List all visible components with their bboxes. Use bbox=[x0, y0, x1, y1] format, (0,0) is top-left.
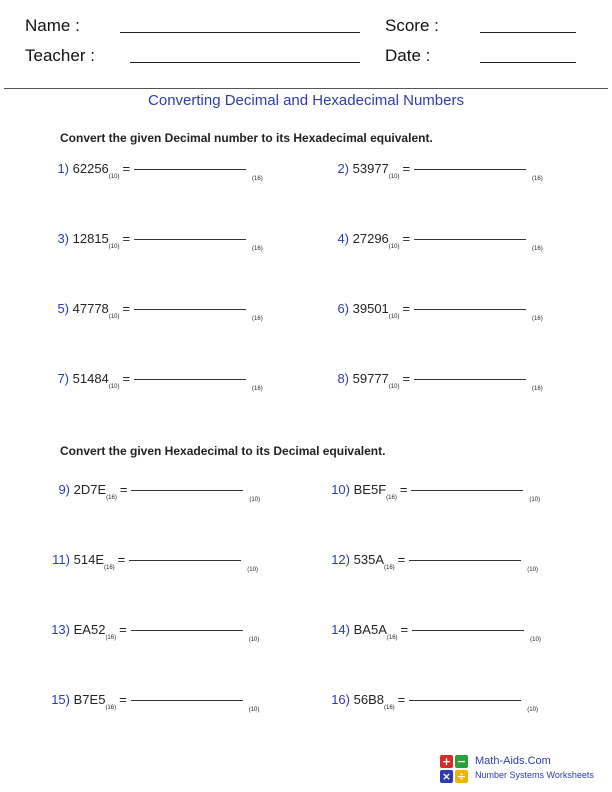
answer-blank[interactable] bbox=[131, 490, 243, 491]
to-base: (16) bbox=[532, 176, 543, 182]
problem-item bbox=[325, 301, 543, 322]
to-base: (16) bbox=[252, 246, 263, 252]
problem-item bbox=[38, 692, 259, 713]
date-label: Date : bbox=[385, 46, 431, 65]
from-base: (16) bbox=[104, 565, 115, 571]
problem-item bbox=[45, 301, 263, 322]
equals-sign: = bbox=[122, 231, 131, 246]
problem-value: 62256 bbox=[72, 161, 109, 176]
equals-sign: = bbox=[122, 371, 131, 386]
problem-value: 39501 bbox=[352, 301, 389, 316]
to-base: (10) bbox=[247, 567, 258, 573]
problem-item bbox=[325, 161, 543, 182]
section2-instruction: Convert the given Hexadecimal to its Decimal equivalent. bbox=[60, 444, 386, 458]
problem-value: 47778 bbox=[72, 301, 109, 316]
problem-number: 7) bbox=[57, 371, 69, 386]
problem-number: 11) bbox=[52, 552, 70, 567]
problem-number: 8) bbox=[337, 371, 349, 386]
equals-sign: = bbox=[119, 622, 127, 637]
problem-value: 535A bbox=[353, 552, 384, 567]
to-base: (10) bbox=[248, 637, 260, 643]
problem-number: 5) bbox=[57, 301, 69, 316]
from-base: (16) bbox=[386, 495, 397, 501]
problem-item bbox=[45, 161, 263, 182]
to-base: (10) bbox=[248, 707, 260, 713]
problem-value: BA5A bbox=[353, 622, 387, 637]
equals-sign: = bbox=[402, 371, 411, 386]
problem-item bbox=[45, 371, 263, 392]
from-base: (10) bbox=[108, 314, 120, 320]
logo-icon bbox=[440, 755, 468, 783]
problem-item bbox=[325, 231, 543, 252]
to-base: (16) bbox=[532, 316, 543, 322]
score-label: Score : bbox=[385, 16, 439, 35]
from-base: (10) bbox=[388, 244, 400, 250]
from-base: (16) bbox=[105, 705, 117, 711]
answer-blank[interactable] bbox=[129, 560, 241, 561]
problem-number: 4) bbox=[337, 231, 349, 246]
to-base: (10) bbox=[530, 637, 541, 643]
minus-icon: − bbox=[456, 755, 467, 768]
problem-number: 1) bbox=[57, 161, 69, 176]
from-base: (10) bbox=[108, 384, 120, 390]
answer-blank[interactable] bbox=[414, 239, 526, 240]
from-base: (16) bbox=[105, 635, 117, 641]
divide-icon: ÷ bbox=[456, 770, 467, 783]
times-icon: × bbox=[441, 770, 452, 783]
problem-value: EA52 bbox=[73, 622, 106, 637]
brand-subtitle: Number Systems Worksheets bbox=[475, 770, 594, 780]
equals-sign: = bbox=[402, 161, 411, 176]
from-base: (16) bbox=[106, 495, 117, 501]
problem-number: 6) bbox=[337, 301, 349, 316]
problem-value: 59777 bbox=[352, 371, 389, 386]
answer-blank[interactable] bbox=[411, 490, 523, 491]
answer-blank[interactable] bbox=[134, 239, 246, 240]
problem-item bbox=[38, 552, 258, 573]
from-base: (16) bbox=[386, 635, 398, 641]
equals-sign: = bbox=[397, 552, 406, 567]
problem-number: 15) bbox=[51, 692, 70, 707]
answer-blank[interactable] bbox=[414, 169, 526, 170]
problem-item bbox=[325, 371, 543, 392]
problem-number: 16) bbox=[331, 692, 350, 707]
problem-number: 10) bbox=[331, 482, 350, 497]
problem-value: 53977 bbox=[352, 161, 389, 176]
equals-sign: = bbox=[402, 231, 411, 246]
header-divider bbox=[4, 88, 608, 89]
answer-blank[interactable] bbox=[414, 309, 526, 310]
to-base: (16) bbox=[252, 176, 263, 182]
problem-number: 13) bbox=[51, 622, 70, 637]
answer-blank[interactable] bbox=[131, 630, 243, 631]
from-base: (16) bbox=[384, 565, 395, 571]
answer-blank[interactable] bbox=[134, 309, 246, 310]
problem-number: 2) bbox=[337, 161, 349, 176]
equals-sign: = bbox=[399, 482, 408, 497]
problem-item bbox=[318, 622, 541, 643]
from-base: (10) bbox=[388, 384, 400, 390]
answer-blank[interactable] bbox=[412, 630, 524, 631]
from-base: (16) bbox=[384, 705, 395, 711]
to-base: (10) bbox=[529, 497, 541, 503]
name-line[interactable] bbox=[120, 32, 360, 33]
from-base: (10) bbox=[388, 314, 400, 320]
to-base: (16) bbox=[532, 246, 543, 252]
answer-blank[interactable] bbox=[131, 700, 243, 701]
problem-value: 2D7E bbox=[73, 482, 107, 497]
score-line[interactable] bbox=[480, 32, 576, 33]
to-base: (10) bbox=[527, 567, 538, 573]
answer-blank[interactable] bbox=[409, 700, 521, 701]
teacher-label: Teacher : bbox=[25, 46, 95, 65]
equals-sign: = bbox=[117, 552, 126, 567]
problem-value: 56B8 bbox=[353, 692, 384, 707]
from-base: (10) bbox=[108, 174, 120, 180]
problem-item bbox=[38, 482, 260, 503]
problem-number: 9) bbox=[58, 482, 70, 497]
equals-sign: = bbox=[400, 622, 409, 637]
equals-sign: = bbox=[119, 692, 127, 707]
answer-blank[interactable] bbox=[409, 560, 521, 561]
problem-value: 51484 bbox=[72, 371, 109, 386]
from-base: (10) bbox=[388, 174, 400, 180]
problem-value: B7E5 bbox=[73, 692, 106, 707]
equals-sign: = bbox=[119, 482, 128, 497]
equals-sign: = bbox=[122, 301, 131, 316]
answer-blank[interactable] bbox=[134, 379, 246, 380]
name-label: Name : bbox=[25, 16, 80, 35]
date-line[interactable] bbox=[480, 62, 576, 63]
from-base: (10) bbox=[108, 244, 120, 250]
problem-item bbox=[38, 622, 259, 643]
to-base: (10) bbox=[249, 497, 261, 503]
section1-instruction: Convert the given Decimal number to its Hexadecimal equivalent. bbox=[60, 131, 433, 145]
to-base: (16) bbox=[252, 316, 263, 322]
problem-item bbox=[318, 482, 540, 503]
equals-sign: = bbox=[122, 161, 131, 176]
answer-blank[interactable] bbox=[414, 379, 526, 380]
equals-sign: = bbox=[402, 301, 411, 316]
problem-value: 27296 bbox=[352, 231, 389, 246]
problem-item bbox=[318, 692, 538, 713]
answer-blank[interactable] bbox=[134, 169, 246, 170]
problem-item bbox=[45, 231, 263, 252]
problem-value: BE5F bbox=[353, 482, 387, 497]
problem-item bbox=[318, 552, 538, 573]
brand-name: Math-Aids.Com bbox=[475, 755, 551, 767]
to-base: (10) bbox=[527, 707, 538, 713]
to-base: (16) bbox=[532, 386, 543, 392]
teacher-line[interactable] bbox=[130, 62, 360, 63]
page-title: Converting Decimal and Hexadecimal Numbers bbox=[148, 92, 464, 109]
problem-value: 12815 bbox=[72, 231, 109, 246]
problem-number: 3) bbox=[57, 231, 69, 246]
plus-icon: + bbox=[441, 755, 452, 768]
problem-number: 12) bbox=[331, 552, 350, 567]
problem-number: 14) bbox=[331, 622, 350, 637]
equals-sign: = bbox=[397, 692, 406, 707]
to-base: (16) bbox=[252, 386, 263, 392]
problem-value: 514E bbox=[73, 552, 104, 567]
